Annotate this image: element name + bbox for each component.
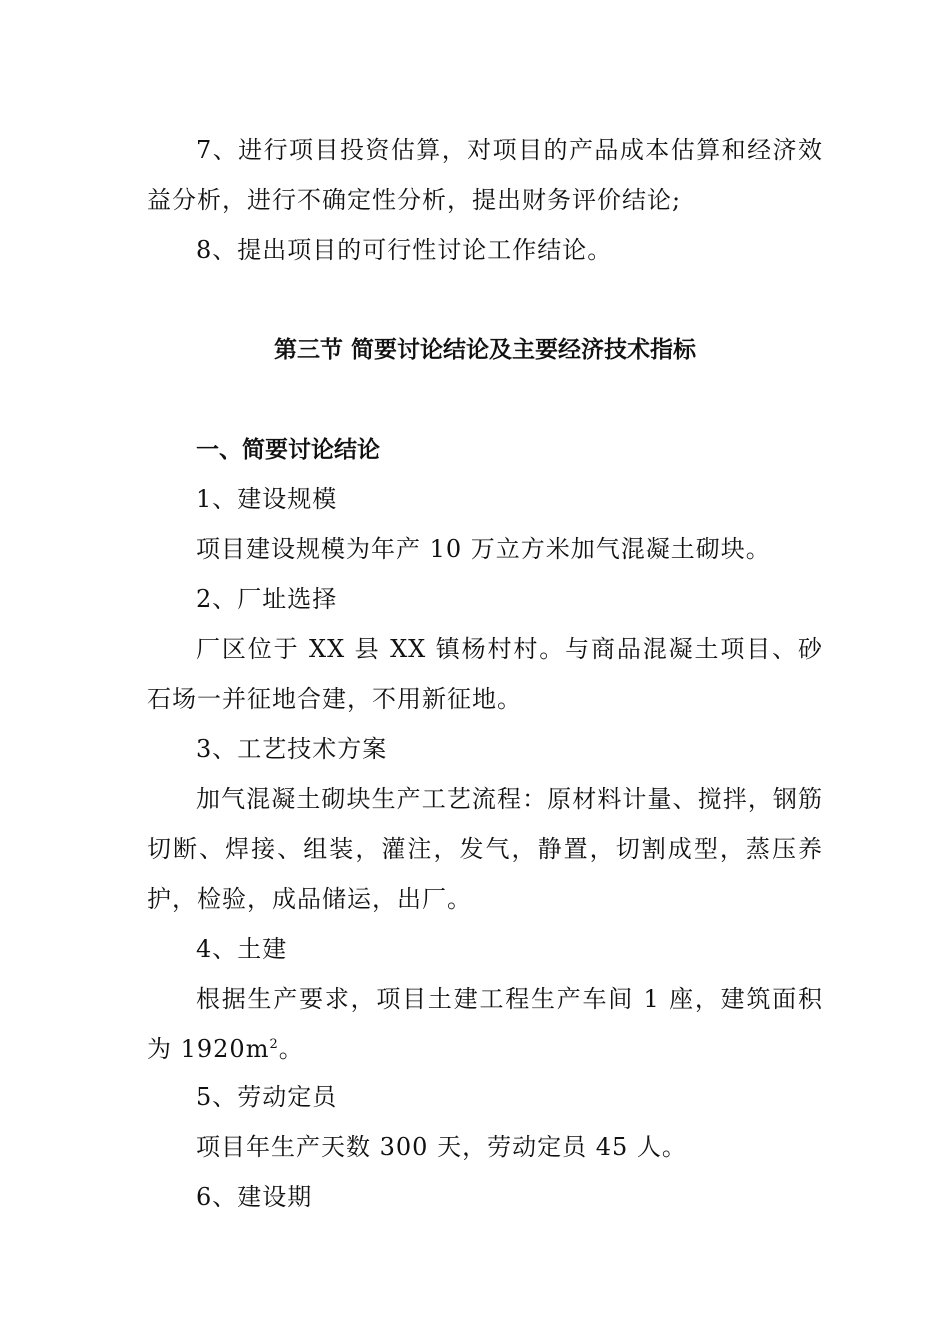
process-heading: 3、工艺技术方案 [196, 735, 388, 763]
staff-heading: 5、劳动定员 [196, 1083, 338, 1111]
period-heading: 6、建设期 [196, 1183, 313, 1211]
process-text: 加气混凝土砌块生产工艺流程：原材料计量、搅拌，钢筋切断、焊接、组装，灌注，发气，静置，切割成型，蒸压养护，检验，成品储运，出厂。 [147, 785, 823, 913]
section-title: 第三节 简要讨论结论及主要经济技术指标 [273, 337, 696, 363]
civil-text-main: 根据生产要求，项目土建工程生产车间 1 座，建筑面积为 1920m [147, 985, 823, 1063]
scale-text: 项目建设规模为年产 10 万立方米加气混凝土砌块。 [196, 535, 771, 563]
staff-text: 项目年生产天数 300 天，劳动定员 45 人。 [196, 1133, 687, 1161]
civil-text-end: 。 [278, 1035, 304, 1063]
paragraph-item-7: 7、进行项目投资估算，对项目的产品成本估算和经济效益分析，进行不确定性分析，提出财务评价结论; [147, 136, 823, 214]
civil-heading: 4、土建 [196, 935, 288, 963]
area-unit-superscript: 2 [269, 1037, 279, 1052]
site-text: 厂区位于 XX 县 XX 镇杨村村。与商品混凝土项目、砂石场一并征地合建，不用新征地。 [147, 635, 823, 713]
site-heading: 2、厂址选择 [196, 585, 338, 613]
scale-heading: 1、建设规模 [196, 485, 338, 513]
civil-text [147, 974, 823, 1074]
paragraph-item-8: 8、提出项目的可行性讨论工作结论。 [196, 236, 613, 264]
subsection-title: 一、简要讨论结论 [196, 437, 380, 463]
